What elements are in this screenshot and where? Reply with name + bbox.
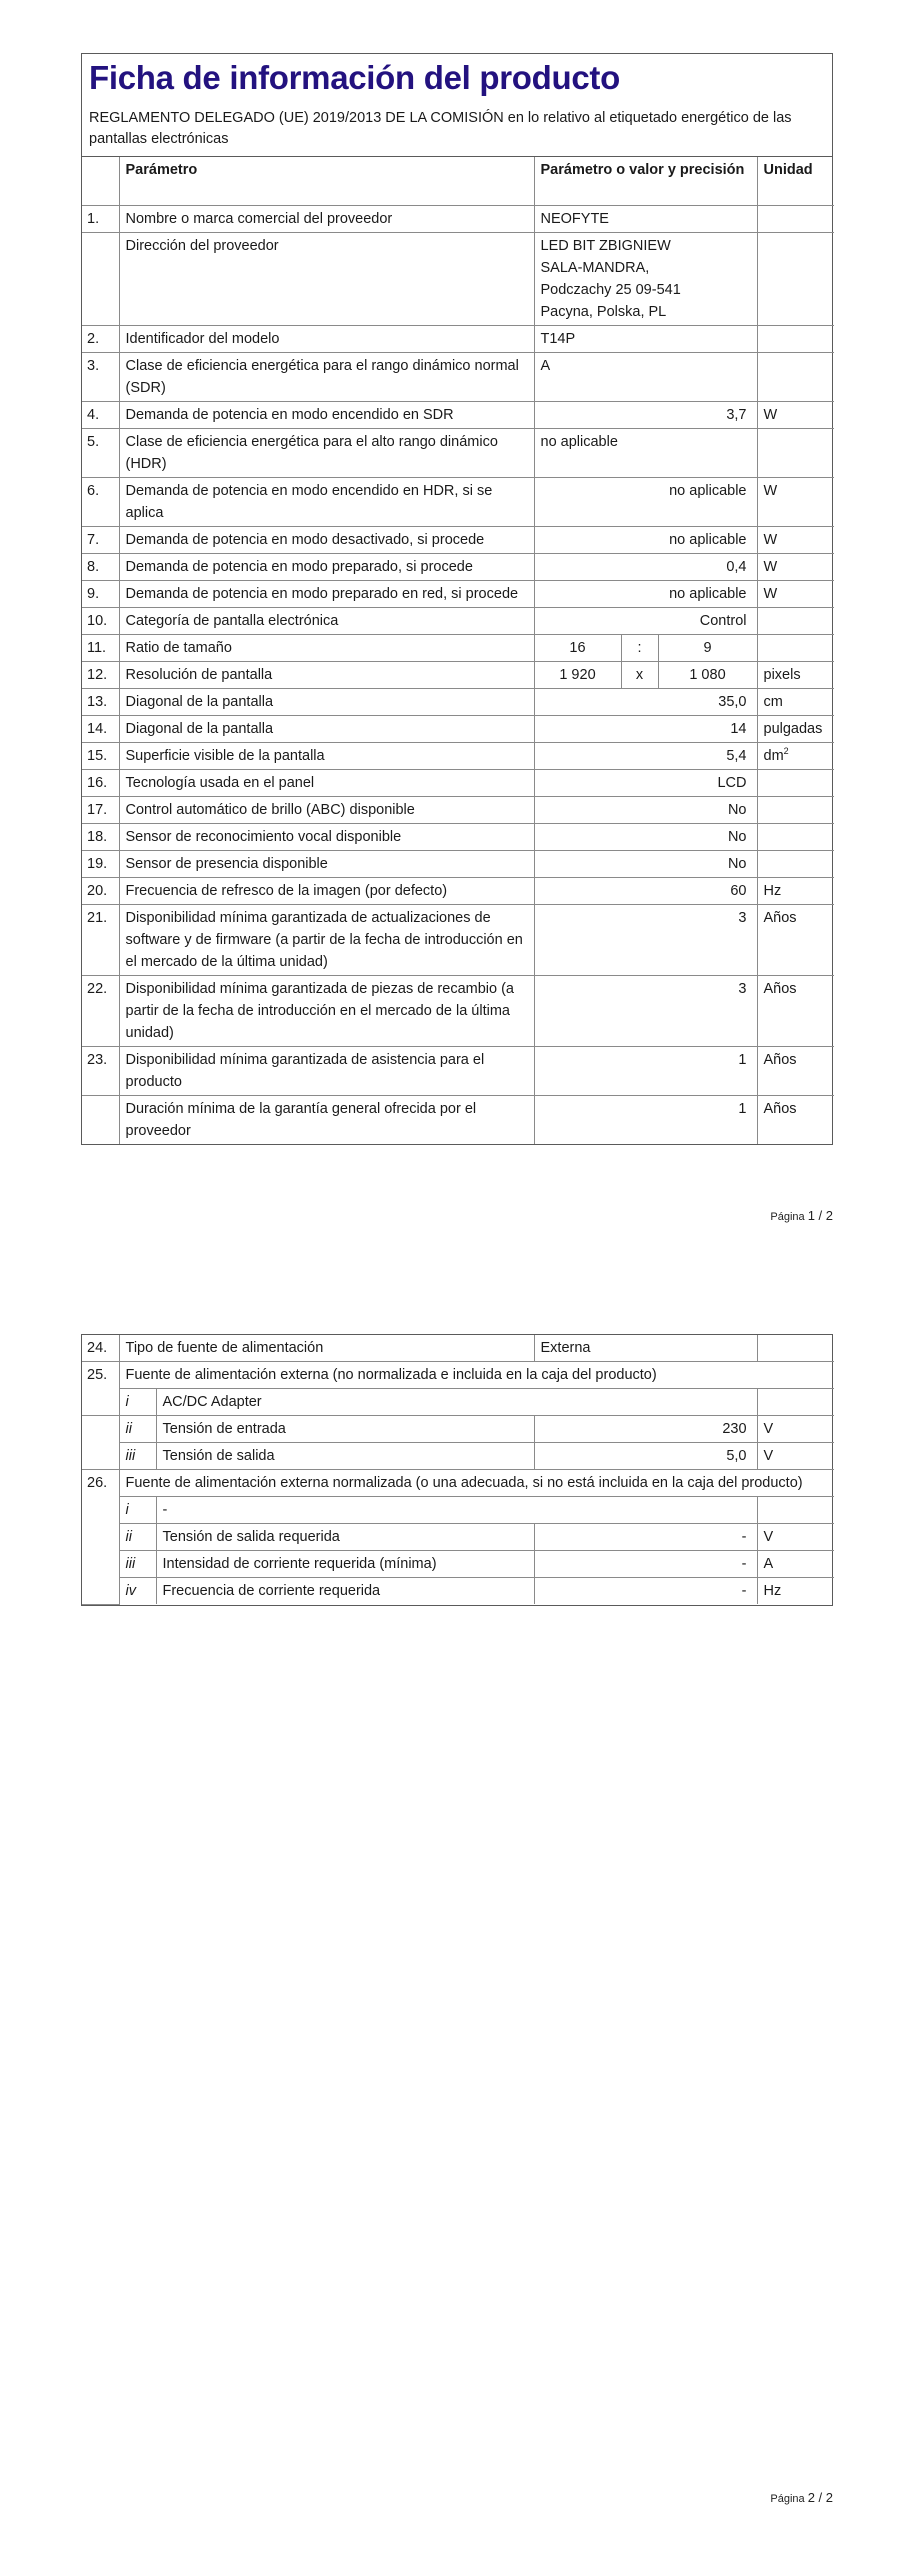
row-value: 3	[534, 975, 757, 1046]
page-number: 1 / 2	[807, 1208, 833, 1223]
row-number: 26.	[82, 1470, 119, 1605]
row-unit	[757, 742, 834, 769]
table-row	[82, 975, 834, 1046]
table-row	[82, 553, 834, 580]
row-label: Demanda de potencia en modo encendido en HDR, si se aplica	[119, 477, 534, 526]
row-value: A	[534, 352, 757, 401]
row-value: No	[534, 823, 757, 850]
table-row	[82, 352, 834, 401]
row-number: 23.	[82, 1046, 119, 1095]
subrow-value: 5,0	[534, 1443, 757, 1470]
row-number	[82, 1095, 119, 1144]
row-value: 0,4	[534, 553, 757, 580]
row-unit	[757, 769, 834, 796]
row-label: Ratio de tamaño	[119, 634, 534, 661]
header-parameter: Parámetro	[119, 157, 534, 205]
row-unit	[757, 352, 834, 401]
row-number: 16.	[82, 769, 119, 796]
subrow-index: i	[119, 1389, 156, 1416]
row-value: 3	[534, 904, 757, 975]
subrow-unit: V	[757, 1416, 834, 1443]
table-row	[82, 401, 834, 428]
row-number: 11.	[82, 634, 119, 661]
row-label: Fuente de alimentación externa (no normalizada e incluida en la caja del producto)	[119, 1362, 834, 1389]
page-number: 2 / 2	[807, 2490, 833, 2505]
row-number: 19.	[82, 850, 119, 877]
row-label: Dirección del proveedor	[119, 232, 534, 325]
subrow-index: i	[119, 1497, 156, 1524]
table-subrow	[82, 1524, 834, 1551]
subrow-value: -	[534, 1524, 757, 1551]
row-label: Identificador del modelo	[119, 325, 534, 352]
table-subrow	[82, 1578, 834, 1605]
row-value: no aplicable	[534, 477, 757, 526]
row-unit: cm	[757, 688, 834, 715]
row-label: Fuente de alimentación externa normalizada (o una adecuada, si no está incluida en la caja del producto)	[119, 1470, 834, 1497]
subrow-unit	[757, 1389, 834, 1416]
row-value: LCD	[534, 769, 757, 796]
row-label: Tipo de fuente de alimentación	[119, 1335, 534, 1362]
subrow-label: Intensidad de corriente requerida (mínima)	[156, 1551, 534, 1578]
table-row	[82, 1095, 834, 1144]
row-number: 5.	[82, 428, 119, 477]
row-label: Demanda de potencia en modo preparado en red, si procede	[119, 580, 534, 607]
subrow-value: -	[534, 1578, 757, 1605]
subrow-label: -	[156, 1497, 757, 1524]
unit-text: pulgadas	[763, 720, 823, 737]
table-subrow	[82, 1443, 834, 1470]
ratio-height: 9	[658, 634, 757, 661]
page-footer	[770, 2490, 833, 2505]
row-unit	[757, 205, 834, 232]
row-value: no aplicable	[534, 580, 757, 607]
row-unit	[757, 428, 834, 477]
table-row	[82, 205, 834, 232]
subrow-label: Tensión de entrada	[156, 1416, 534, 1443]
table-row	[82, 526, 834, 553]
row-number: 14.	[82, 715, 119, 742]
row-number: 10.	[82, 607, 119, 634]
row-label: Tecnología usada en el panel	[119, 769, 534, 796]
document-title: Ficha de información del producto	[89, 59, 620, 96]
table-row	[82, 232, 834, 325]
row-number: 15.	[82, 742, 119, 769]
table-row	[82, 1046, 834, 1095]
table-row	[82, 742, 834, 769]
subrow-unit: Hz	[757, 1578, 834, 1605]
row-label: Diagonal de la pantalla	[119, 688, 534, 715]
row-label: Disponibilidad mínima garantizada de piezas de recambio (a partir de la fecha de introducción en el mercado de la última unidad)	[119, 975, 534, 1046]
page-label: Página	[770, 2493, 805, 2505]
subrow-unit	[757, 1497, 834, 1524]
row-unit: W	[757, 477, 834, 526]
row-unit	[757, 823, 834, 850]
row-unit: Años	[757, 975, 834, 1046]
row-label: Clase de eficiencia energética para el rango dinámico normal (SDR)	[119, 352, 534, 401]
power-supply-table	[82, 1335, 834, 1605]
row-label: Disponibilidad mínima garantizada de actualizaciones de software y de firmware (a partir de la fecha de introducción en el mercado de la última unidad)	[119, 904, 534, 975]
row-number: 18.	[82, 823, 119, 850]
row-unit	[757, 325, 834, 352]
row-label: Nombre o marca comercial del proveedor	[119, 205, 534, 232]
subrow-index: iii	[119, 1551, 156, 1578]
row-label: Demanda de potencia en modo encendido en SDR	[119, 401, 534, 428]
table-row	[82, 1362, 834, 1389]
row-unit	[757, 796, 834, 823]
table-row	[82, 850, 834, 877]
subrow-unit: V	[757, 1443, 834, 1470]
row-value: LED BIT ZBIGNIEW SALA-MANDRA, Podczachy 25 09-541 Pacyna, Polska, PL	[534, 232, 757, 325]
row-value: no aplicable	[534, 428, 757, 477]
row-label: Sensor de presencia disponible	[119, 850, 534, 877]
table-row	[82, 477, 834, 526]
subrow-unit: A	[757, 1551, 834, 1578]
row-unit	[757, 607, 834, 634]
table-row	[82, 325, 834, 352]
row-number: 13.	[82, 688, 119, 715]
row-label: Control automático de brillo (ABC) disponible	[119, 796, 534, 823]
row-unit	[757, 715, 834, 742]
table-subrow	[82, 1497, 834, 1524]
parameters-table	[82, 157, 834, 1144]
row-number: 6.	[82, 477, 119, 526]
row-number: 24.	[82, 1335, 119, 1362]
row-label: Clase de eficiencia energética para el alto rango dinámico (HDR)	[119, 428, 534, 477]
row-unit	[757, 1335, 834, 1362]
title-block	[82, 54, 832, 157]
row-number: 3.	[82, 352, 119, 401]
row-value: 1	[534, 1095, 757, 1144]
row-unit: pixels	[757, 661, 834, 688]
row-number: 20.	[82, 877, 119, 904]
subrow-label: Tensión de salida	[156, 1443, 534, 1470]
row-label: Sensor de reconocimiento vocal disponible	[119, 823, 534, 850]
row-number: 25.	[82, 1362, 119, 1416]
subrow-value: -	[534, 1551, 757, 1578]
subrow-index: ii	[119, 1416, 156, 1443]
row-value: No	[534, 850, 757, 877]
subrow-index: ii	[119, 1524, 156, 1551]
row-value: Externa	[534, 1335, 757, 1362]
table-header-row	[82, 157, 834, 205]
row-value: Control	[534, 607, 757, 634]
header-num	[82, 157, 119, 205]
row-unit: W	[757, 526, 834, 553]
subrow-index: iv	[119, 1578, 156, 1605]
unit-superscript: 2	[783, 745, 789, 756]
row-number: 21.	[82, 904, 119, 975]
row-number: 22.	[82, 975, 119, 1046]
ratio-separator: :	[621, 634, 658, 661]
table-row	[82, 1470, 834, 1497]
row-label: Diagonal de la pantalla	[119, 715, 534, 742]
row-value: 60	[534, 877, 757, 904]
row-value: No	[534, 796, 757, 823]
table-subrow	[82, 1389, 834, 1416]
page-2	[0, 1280, 905, 2560]
subrow-value: 230	[534, 1416, 757, 1443]
row-unit: W	[757, 553, 834, 580]
page-label: Página	[770, 1211, 805, 1223]
header-unit: Unidad	[757, 157, 834, 205]
table-row	[82, 580, 834, 607]
row-value: no aplicable	[534, 526, 757, 553]
row-label: Superficie visible de la pantalla	[119, 742, 534, 769]
table-subrow	[82, 1416, 834, 1443]
row-unit: Años	[757, 904, 834, 975]
row-value: T14P	[534, 325, 757, 352]
table-row	[82, 769, 834, 796]
row-number: 8.	[82, 553, 119, 580]
row-number: 2.	[82, 325, 119, 352]
row-unit: W	[757, 580, 834, 607]
table-row	[82, 877, 834, 904]
table-row	[82, 607, 834, 634]
row-number	[82, 1416, 119, 1470]
table-row	[82, 823, 834, 850]
regulation-subtitle: REGLAMENTO DELEGADO (UE) 2019/2013 DE LA COMISIÓN en lo relativo al etiquetado energético de las pantallas electrónicas	[89, 110, 792, 147]
row-label: Frecuencia de refresco de la imagen (por defecto)	[119, 877, 534, 904]
row-value: NEOFYTE	[534, 205, 757, 232]
row-label: Duración mínima de la garantía general ofrecida por el proveedor	[119, 1095, 534, 1144]
subrow-label: AC/DC Adapter	[156, 1389, 757, 1416]
resolution-separator: x	[621, 661, 658, 688]
resolution-width: 1 920	[534, 661, 621, 688]
row-value: 3,7	[534, 401, 757, 428]
row-unit: W	[757, 401, 834, 428]
table-row	[82, 688, 834, 715]
row-label: Disponibilidad mínima garantizada de asistencia para el producto	[119, 1046, 534, 1095]
table-subrow	[82, 1551, 834, 1578]
row-value: 14	[534, 715, 757, 742]
row-value: 5,4	[534, 742, 757, 769]
header-value: Parámetro o valor y precisión	[534, 157, 757, 205]
row-number: 1.	[82, 205, 119, 232]
row-unit: Hz	[757, 877, 834, 904]
row-value: 1	[534, 1046, 757, 1095]
row-unit: Años	[757, 1095, 834, 1144]
subrow-label: Frecuencia de corriente requerida	[156, 1578, 534, 1605]
table-row	[82, 634, 834, 661]
row-unit	[757, 232, 834, 325]
table-row	[82, 661, 834, 688]
product-info-sheet	[81, 53, 833, 1145]
subrow-unit: V	[757, 1524, 834, 1551]
table-row	[82, 715, 834, 742]
row-unit: Años	[757, 1046, 834, 1095]
row-number: 17.	[82, 796, 119, 823]
row-number	[82, 232, 119, 325]
power-supply-sheet	[81, 1334, 833, 1606]
subrow-label: Tensión de salida requerida	[156, 1524, 534, 1551]
table-row	[82, 904, 834, 975]
table-row	[82, 428, 834, 477]
row-number: 4.	[82, 401, 119, 428]
row-label: Demanda de potencia en modo preparado, si procede	[119, 553, 534, 580]
row-unit	[757, 850, 834, 877]
table-row	[82, 796, 834, 823]
row-label: Demanda de potencia en modo desactivado, si procede	[119, 526, 534, 553]
page-footer	[770, 1208, 833, 1223]
ratio-width: 16	[534, 634, 621, 661]
subrow-index: iii	[119, 1443, 156, 1470]
table-row	[82, 1335, 834, 1362]
row-number: 9.	[82, 580, 119, 607]
row-number: 12.	[82, 661, 119, 688]
unit-text: dm	[763, 747, 784, 764]
row-label: Categoría de pantalla electrónica	[119, 607, 534, 634]
row-unit	[757, 634, 834, 661]
row-label: Resolución de pantalla	[119, 661, 534, 688]
row-number: 7.	[82, 526, 119, 553]
resolution-height: 1 080	[658, 661, 757, 688]
row-value: 35,0	[534, 688, 757, 715]
